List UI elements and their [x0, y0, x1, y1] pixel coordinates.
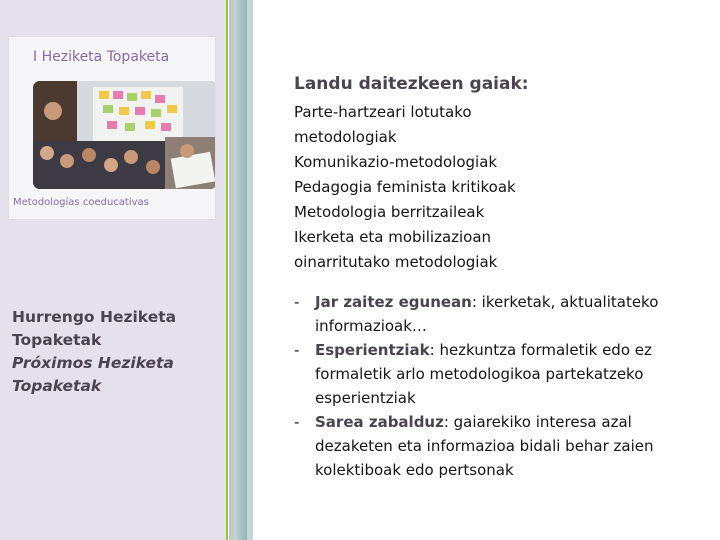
topic-line: Komunikazio-metodologiak [294, 153, 498, 171]
action-item-network [294, 410, 704, 482]
event-photo-card [8, 36, 216, 220]
action-keyword: Sarea zabalduz [315, 413, 444, 431]
divider-stripe-inner [247, 0, 253, 540]
topic-line: Parte-hartzeari lotutako [294, 103, 472, 121]
next-meetings-title-eu: Hurrengo Heziketa Topaketak [12, 308, 177, 349]
bullet-dash: - [294, 413, 300, 431]
event-photo-title: I Heziketa Topaketa [33, 49, 170, 65]
topic-line: Ikerketa eta mobilizazioan [294, 228, 492, 246]
action-text: : gaiarekiko interesa azal dezaketen eta informazioa bidali behar zaien kolektiboak edo pertsonak [315, 413, 654, 479]
bullet-dash: - [294, 293, 300, 311]
topic-line: metodologiak [294, 128, 397, 146]
topic-line: Pedagogia feminista kritikoak [294, 178, 516, 196]
bullet-dash: - [294, 341, 300, 359]
topic-line: Metodologia berritzaileak [294, 203, 485, 221]
next-meetings-heading [12, 306, 222, 398]
divider-bar [234, 0, 247, 540]
action-keyword: Esperientziak [315, 341, 430, 359]
action-item-stay-updated [294, 290, 704, 338]
topics-list [294, 100, 516, 275]
event-photo-caption: Metodologías coeducativas [13, 197, 149, 208]
action-text: : ikerketak, aktualitateko informazioak… [315, 293, 659, 335]
next-meetings-title-es: Próximos Heziketa Topaketak [12, 354, 174, 395]
actions-list [294, 290, 704, 482]
left-sidebar [0, 0, 228, 540]
event-photo [33, 81, 216, 189]
topic-line: oinarritutako metodologiak [294, 253, 498, 271]
topics-heading: Landu daitezkeen gaiak: [294, 74, 529, 94]
action-keyword: Jar zaitez egunean [315, 293, 472, 311]
action-text: : hezkuntza formaletik edo ez formaletik arlo metodologikoa partekatzeko esperientziak [315, 341, 652, 407]
action-item-experiences [294, 338, 704, 410]
